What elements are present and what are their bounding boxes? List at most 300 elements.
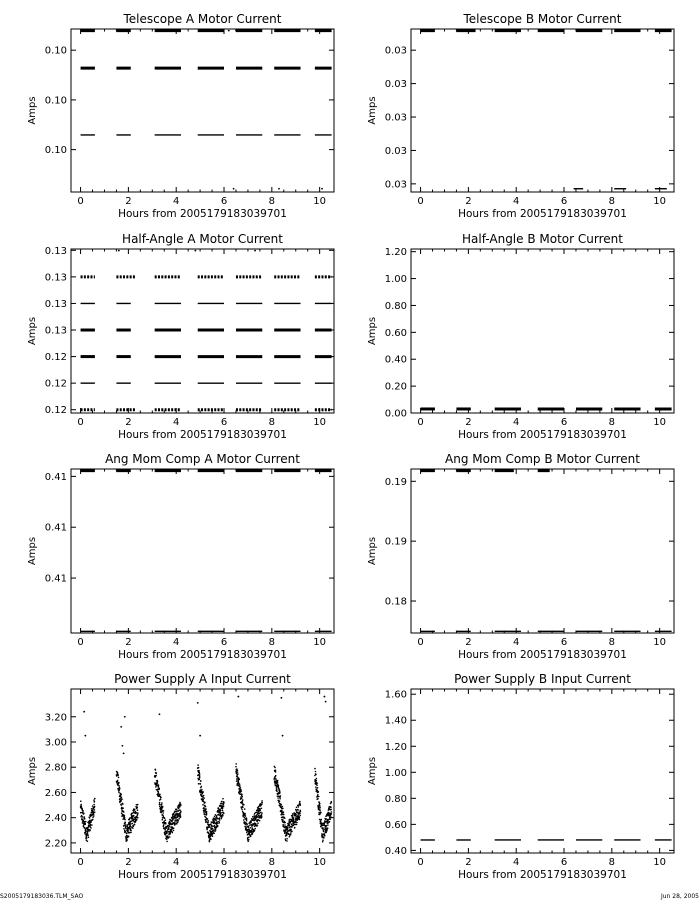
data-point [299, 817, 301, 819]
x-axis-label: Hours from 2005179183039701 [458, 869, 627, 881]
data-point [275, 775, 277, 777]
data-point [137, 804, 139, 806]
x-tick-label: 2 [465, 637, 472, 648]
data-point [118, 782, 120, 784]
y-tick-label: 0.40 [384, 354, 407, 366]
x-tick-label: 2 [125, 417, 132, 428]
data-point [283, 814, 285, 816]
data-point [162, 812, 164, 814]
data-point [329, 821, 331, 823]
x-tick-label: 4 [513, 857, 520, 868]
data-point [166, 832, 168, 834]
data-point [122, 807, 124, 809]
data-point [243, 819, 245, 821]
data-point [316, 784, 318, 786]
plot-frame [71, 469, 334, 633]
data-point [250, 827, 252, 829]
data-point [241, 794, 243, 796]
data-point [162, 806, 164, 808]
data-point [292, 813, 294, 815]
data-point [118, 792, 120, 794]
data-point [120, 800, 122, 802]
data-point [132, 823, 134, 825]
data-point [161, 802, 163, 804]
data-point [214, 816, 216, 818]
y-axis-label: Amps [27, 316, 38, 346]
y-tick-label: 0.00 [384, 408, 407, 420]
data-point [124, 817, 126, 819]
data-point [243, 804, 245, 806]
data-point [202, 793, 204, 795]
data-point [128, 832, 130, 834]
data-point [203, 797, 205, 799]
data-point [242, 807, 244, 809]
data-point [319, 803, 321, 805]
data-point [238, 779, 240, 781]
data-point [94, 806, 96, 808]
data-point [165, 823, 167, 825]
data-point [206, 811, 208, 813]
data-point [180, 805, 182, 807]
data-point [180, 815, 182, 817]
x-tick-label: 0 [417, 637, 424, 648]
data-point [130, 832, 132, 834]
data-point [174, 822, 176, 824]
x-tick-label: 6 [560, 196, 568, 207]
y-tick-label: 2.40 [44, 813, 67, 825]
x-tick-label: 8 [268, 417, 276, 428]
data-point [259, 820, 261, 822]
data-point [275, 779, 277, 781]
x-tick-label: 4 [513, 637, 520, 648]
data-point [261, 814, 263, 816]
footer-filename: S2005179183036.TLM_SAO [0, 893, 84, 900]
x-tick-label: 8 [268, 857, 276, 868]
data-point [253, 824, 255, 826]
y-tick-label: 0.13 [44, 325, 67, 337]
x-tick-label: 6 [560, 857, 568, 868]
data-point [299, 815, 301, 817]
data-point [222, 815, 224, 817]
x-tick-label: 2 [125, 857, 132, 868]
data-point [198, 783, 200, 785]
data-point [176, 809, 178, 811]
y-tick-label: 1.40 [384, 715, 407, 727]
data-point [83, 813, 85, 815]
x-tick-label: 10 [313, 857, 327, 868]
x-tick-label: 10 [313, 417, 327, 428]
data-point [248, 825, 250, 827]
y-tick-label: 0.03 [384, 179, 407, 191]
data-point [221, 818, 223, 820]
data-point [327, 827, 329, 829]
y-tick-label: 3.00 [44, 737, 67, 749]
data-point [300, 811, 302, 813]
data-point [299, 819, 301, 821]
data-point [284, 817, 286, 819]
data-point [261, 808, 263, 810]
data-point [215, 829, 217, 831]
data-point [240, 789, 242, 791]
y-tick-label: 0.80 [384, 793, 407, 805]
data-point [239, 785, 241, 787]
chart-title: Half-Angle A Motor Current [122, 232, 283, 246]
data-point [159, 804, 161, 806]
x-tick-label: 4 [513, 196, 520, 207]
data-point [209, 826, 211, 828]
data-point [93, 799, 95, 801]
chart-title: Ang Mom Comp B Motor Current [445, 452, 640, 466]
data-point [261, 816, 263, 818]
data-point [293, 817, 295, 819]
data-point [281, 810, 283, 812]
data-point [90, 821, 92, 823]
data-point [121, 798, 123, 800]
data-point [250, 822, 252, 824]
data-point [276, 789, 278, 791]
data-point [126, 832, 128, 834]
data-point [126, 839, 128, 841]
data-point [319, 805, 321, 807]
data-point [92, 819, 94, 821]
data-point [223, 802, 225, 804]
data-point [249, 30, 251, 32]
data-point [323, 837, 325, 839]
data-point [86, 837, 88, 839]
data-point [85, 823, 87, 825]
data-point [117, 780, 119, 782]
data-point [94, 801, 96, 803]
data-point [317, 798, 319, 800]
data-point [237, 696, 239, 698]
data-point [130, 830, 132, 832]
data-point [130, 828, 132, 830]
data-point [163, 810, 165, 812]
y-tick-label: 0.10 [44, 95, 67, 107]
data-point [118, 785, 120, 787]
data-point [296, 824, 298, 826]
chart-6 [367, 452, 674, 661]
data-point [275, 769, 277, 771]
data-point [155, 773, 157, 775]
data-point [201, 789, 203, 791]
data-point [279, 800, 281, 802]
data-point [319, 808, 321, 810]
data-point [296, 822, 298, 824]
data-point [284, 824, 286, 826]
x-axis-label: Hours from 2005179183039701 [118, 208, 287, 220]
data-point [242, 799, 244, 801]
x-axis-label: Hours from 2005179183039701 [118, 869, 287, 881]
data-point [128, 829, 130, 831]
footer-date: Jun 28, 2005 [660, 893, 699, 900]
data-point [248, 837, 250, 839]
data-point [259, 813, 261, 815]
data-point [209, 841, 211, 843]
x-tick-label: 0 [417, 196, 424, 207]
data-point [155, 769, 157, 771]
data-point [299, 801, 301, 803]
data-point [252, 833, 254, 835]
data-point [119, 788, 121, 790]
y-tick-label: 0.03 [384, 145, 407, 157]
x-tick-label: 10 [313, 637, 327, 648]
data-point [331, 801, 333, 803]
data-point [173, 830, 175, 832]
y-tick-label: 1.00 [384, 274, 407, 286]
data-point [291, 831, 293, 833]
plot-frame [71, 29, 334, 192]
x-tick-label: 2 [125, 196, 132, 207]
data-point [277, 782, 279, 784]
x-tick-label: 6 [560, 637, 568, 648]
data-point [222, 810, 224, 812]
data-point [125, 824, 127, 826]
data-point [124, 819, 126, 821]
data-point [254, 828, 256, 830]
x-tick-label: 8 [268, 637, 276, 648]
x-axis-label: Hours from 2005179183039701 [458, 649, 627, 661]
chart-4 [367, 232, 674, 441]
data-point [180, 812, 182, 814]
data-point [121, 804, 123, 806]
x-tick-label: 0 [417, 857, 424, 868]
x-tick-label: 10 [313, 196, 327, 207]
data-point [164, 818, 166, 820]
data-point [87, 832, 89, 834]
data-point [235, 763, 237, 765]
data-point [134, 824, 136, 826]
data-point [330, 813, 332, 815]
data-point [86, 835, 88, 837]
data-point [217, 825, 219, 827]
data-point [122, 745, 124, 747]
data-point [159, 713, 161, 715]
data-point [261, 800, 263, 802]
data-point [162, 819, 164, 821]
data-point [279, 798, 281, 800]
y-tick-label: 0.19 [384, 536, 407, 548]
data-point [241, 790, 243, 792]
data-point [233, 188, 235, 190]
data-point [123, 752, 125, 754]
y-tick-label: 0.19 [384, 476, 407, 488]
y-tick-label: 0.03 [384, 45, 407, 57]
data-point [237, 785, 239, 787]
data-point [199, 773, 201, 775]
data-point [252, 816, 254, 818]
x-tick-label: 10 [653, 857, 667, 868]
chart-1 [27, 12, 334, 220]
y-tick-label: 2.20 [44, 838, 67, 850]
data-point [133, 815, 135, 817]
x-tick-label: 0 [77, 637, 84, 648]
data-point [219, 817, 221, 819]
data-point [319, 810, 321, 812]
data-point [199, 779, 201, 781]
data-point [237, 773, 239, 775]
data-point [241, 809, 243, 811]
data-point [178, 810, 180, 812]
x-tick-label: 6 [220, 196, 228, 207]
y-tick-label: 0.41 [44, 522, 67, 534]
y-axis-label: Amps [367, 316, 378, 346]
data-point [136, 819, 138, 821]
data-point [290, 829, 292, 831]
y-tick-label: 0.10 [44, 145, 67, 157]
data-point [164, 829, 166, 831]
data-point [123, 828, 125, 830]
data-point [125, 828, 127, 830]
x-tick-label: 0 [77, 196, 84, 207]
data-point [247, 841, 249, 843]
data-point [253, 814, 255, 816]
chart-2 [367, 12, 674, 220]
data-point [169, 836, 171, 838]
data-point [128, 836, 130, 838]
data-point [239, 783, 241, 785]
x-tick-label: 4 [173, 637, 180, 648]
y-tick-label: 0.13 [44, 298, 67, 310]
data-point [87, 835, 89, 837]
data-point [290, 832, 292, 834]
data-point [92, 805, 94, 807]
data-point [326, 829, 328, 831]
data-point [317, 787, 319, 789]
data-point [331, 817, 333, 819]
data-point [93, 815, 95, 817]
data-point [176, 811, 178, 813]
data-point [172, 832, 174, 834]
x-tick-label: 6 [220, 637, 228, 648]
data-point [220, 810, 222, 812]
data-point [217, 822, 219, 824]
data-point [330, 809, 332, 811]
y-axis-label: Amps [367, 756, 378, 786]
data-point [235, 766, 237, 768]
data-point [322, 841, 324, 843]
x-tick-label: 8 [608, 196, 616, 207]
y-tick-label: 0.03 [384, 79, 407, 91]
data-point [210, 829, 212, 831]
data-point [125, 822, 127, 824]
data-point [201, 786, 203, 788]
data-point [203, 801, 205, 803]
data-point [178, 818, 180, 820]
x-tick-label: 0 [77, 857, 84, 868]
y-tick-label: 0.20 [384, 381, 407, 393]
x-tick-label: 6 [220, 417, 228, 428]
data-point [200, 783, 202, 785]
data-point [314, 768, 316, 770]
data-point [289, 836, 291, 838]
plot-frame [411, 249, 674, 413]
data-point [173, 827, 175, 829]
data-point [199, 774, 201, 776]
data-point [286, 840, 288, 842]
x-tick-label: 8 [268, 196, 276, 207]
data-point [133, 826, 135, 828]
data-point [158, 784, 160, 786]
data-point [246, 823, 248, 825]
data-point [254, 830, 256, 832]
data-point [210, 839, 212, 841]
data-point [215, 817, 217, 819]
data-point [177, 816, 179, 818]
data-point [197, 702, 199, 704]
data-point [88, 837, 90, 839]
y-tick-label: 0.12 [44, 378, 67, 390]
data-point [93, 804, 95, 806]
data-point [261, 804, 263, 806]
data-point [81, 806, 83, 808]
data-point [250, 836, 252, 838]
y-tick-label: 3.20 [44, 712, 67, 724]
data-point [93, 814, 95, 816]
data-point [284, 832, 286, 834]
data-point [166, 827, 168, 829]
data-point [130, 823, 132, 825]
y-tick-label: 1.20 [384, 247, 407, 259]
data-point [317, 794, 319, 796]
data-point [330, 806, 332, 808]
data-point [325, 701, 327, 703]
data-point [173, 814, 175, 816]
data-point [237, 775, 239, 777]
data-point [284, 822, 286, 824]
data-point [323, 831, 325, 833]
data-point [261, 802, 263, 804]
data-point [257, 824, 259, 826]
data-point [159, 806, 161, 808]
data-point [163, 816, 165, 818]
data-point [207, 821, 209, 823]
x-tick-label: 4 [173, 196, 180, 207]
data-point [125, 826, 127, 828]
x-axis-label: Hours from 2005179183039701 [118, 429, 287, 441]
data-point [246, 820, 248, 822]
y-tick-label: 0.40 [384, 845, 407, 857]
data-point [322, 839, 324, 841]
data-point [158, 791, 160, 793]
data-point [207, 820, 209, 822]
data-point [236, 768, 238, 770]
data-point [235, 30, 237, 32]
data-point [228, 30, 230, 32]
data-point [94, 809, 96, 811]
data-point [281, 814, 283, 816]
data-point [256, 812, 258, 814]
y-tick-label: 2.80 [44, 762, 67, 774]
data-point [241, 796, 243, 798]
data-point [316, 778, 318, 780]
data-point [91, 808, 93, 810]
data-point [282, 735, 284, 737]
data-point [248, 839, 250, 841]
data-point [297, 30, 299, 32]
data-point [292, 815, 294, 817]
data-point [321, 819, 323, 821]
data-point [91, 824, 93, 826]
data-point [213, 833, 215, 835]
data-point [132, 827, 134, 829]
x-tick-label: 0 [417, 417, 424, 428]
y-tick-label: 1.20 [384, 741, 407, 753]
data-point [315, 786, 317, 788]
data-point [137, 817, 139, 819]
data-point [254, 250, 256, 252]
data-point [80, 804, 82, 806]
